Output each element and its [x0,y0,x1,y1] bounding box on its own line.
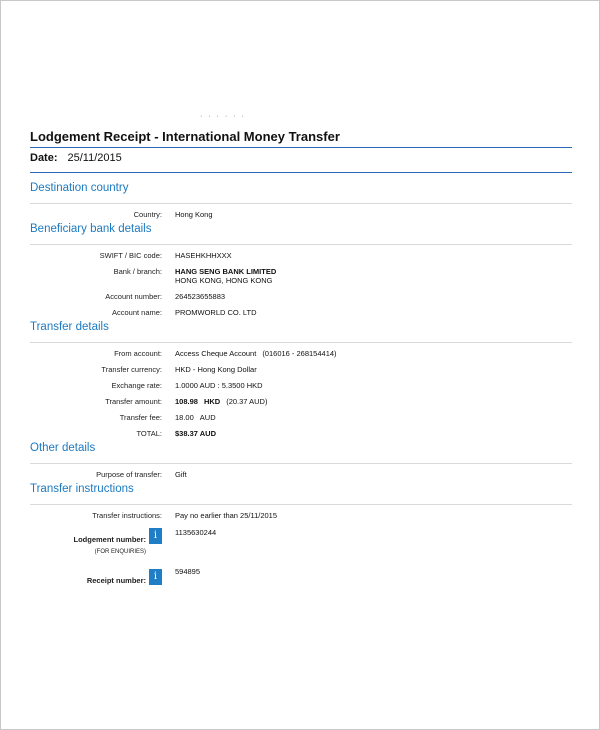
transfer-amount-value [175,397,267,406]
title-divider [30,147,572,148]
section-divider [30,203,572,204]
country-value: Hong Kong [175,210,213,219]
account-name-label: Account name: [111,308,162,317]
receipt-number-value: 594895 [175,567,201,576]
currency-label: Transfer currency: [101,365,162,374]
from-account-number: (016016 - 268154414) [262,349,337,358]
exchange-rate-label: Exchange rate: [111,381,162,390]
transfer-amount-aud: (20.37 AUD) [226,397,268,406]
date-value: 25/11/2015 [67,152,122,164]
receipt-number-label: Receipt number: [86,576,146,585]
transfer-fee-amount: 18.00 [175,413,194,422]
transfer-amount: 108.98 [175,397,198,406]
currency-value: HKD - Hong Kong Dollar [175,365,257,374]
transfer-fee-value [175,413,216,422]
transfer-amount-currency: HKD [203,397,221,406]
section-transfer-instructions: Transfer instructions [30,483,134,495]
exchange-rate-value: 1.0000 AUD : 5.3500 HKD [175,381,263,390]
lodgement-number-label: Lodgement number: [73,535,146,544]
bank-label: Bank / branch: [113,267,162,276]
section-transfer-details: Transfer details [30,321,109,333]
bank-name: HANG SENG BANK LIMITED [175,267,277,276]
receipt-info-icon[interactable]: i [149,569,162,585]
purpose-label: Purpose of transfer: [96,470,162,479]
date-label: Date: [30,152,58,164]
country-label: Country: [133,210,162,219]
account-name-value: PROMWORLD CO. LTD [175,308,257,317]
transfer-fee-label: Transfer fee: [119,413,162,422]
account-number-label: Account number: [105,292,162,301]
total-value: $38.37 AUD [175,429,216,438]
section-divider [30,244,572,245]
from-account-name: Access Cheque Account [175,349,257,358]
purpose-value: Gift [175,470,187,479]
transfer-amount-label: Transfer amount: [105,397,162,406]
lodgement-info-icon[interactable]: i [149,528,162,544]
from-account-label: From account: [114,349,162,358]
swift-label: SWIFT / BIC code: [99,251,162,260]
section-divider [30,463,572,464]
bank-branch: HONG KONG, HONG KONG [175,276,273,285]
date-divider [30,172,572,173]
section-beneficiary-bank: Beneficiary bank details [30,223,152,235]
total-label: TOTAL: [136,429,162,438]
page-title: Lodgement Receipt - International Money Transfer [30,129,340,144]
header-dots: · · · · · · [200,113,246,120]
section-divider [30,504,572,505]
lodgement-note: (FOR ENQUIRIES) [94,549,146,555]
swift-value: HASEHKHHXXX [175,251,232,260]
receipt-date [30,152,122,164]
instructions-label: Transfer instructions: [92,511,162,520]
section-divider [30,342,572,343]
lodgement-number-value: 1135630244 [175,528,217,537]
transfer-fee-currency: AUD [199,413,216,422]
from-account-value [175,349,337,358]
section-destination-country: Destination country [30,182,129,194]
section-other-details: Other details [30,442,96,454]
account-number-value: 264523655883 [175,292,226,301]
instructions-value: Pay no earlier than 25/11/2015 [175,511,278,520]
